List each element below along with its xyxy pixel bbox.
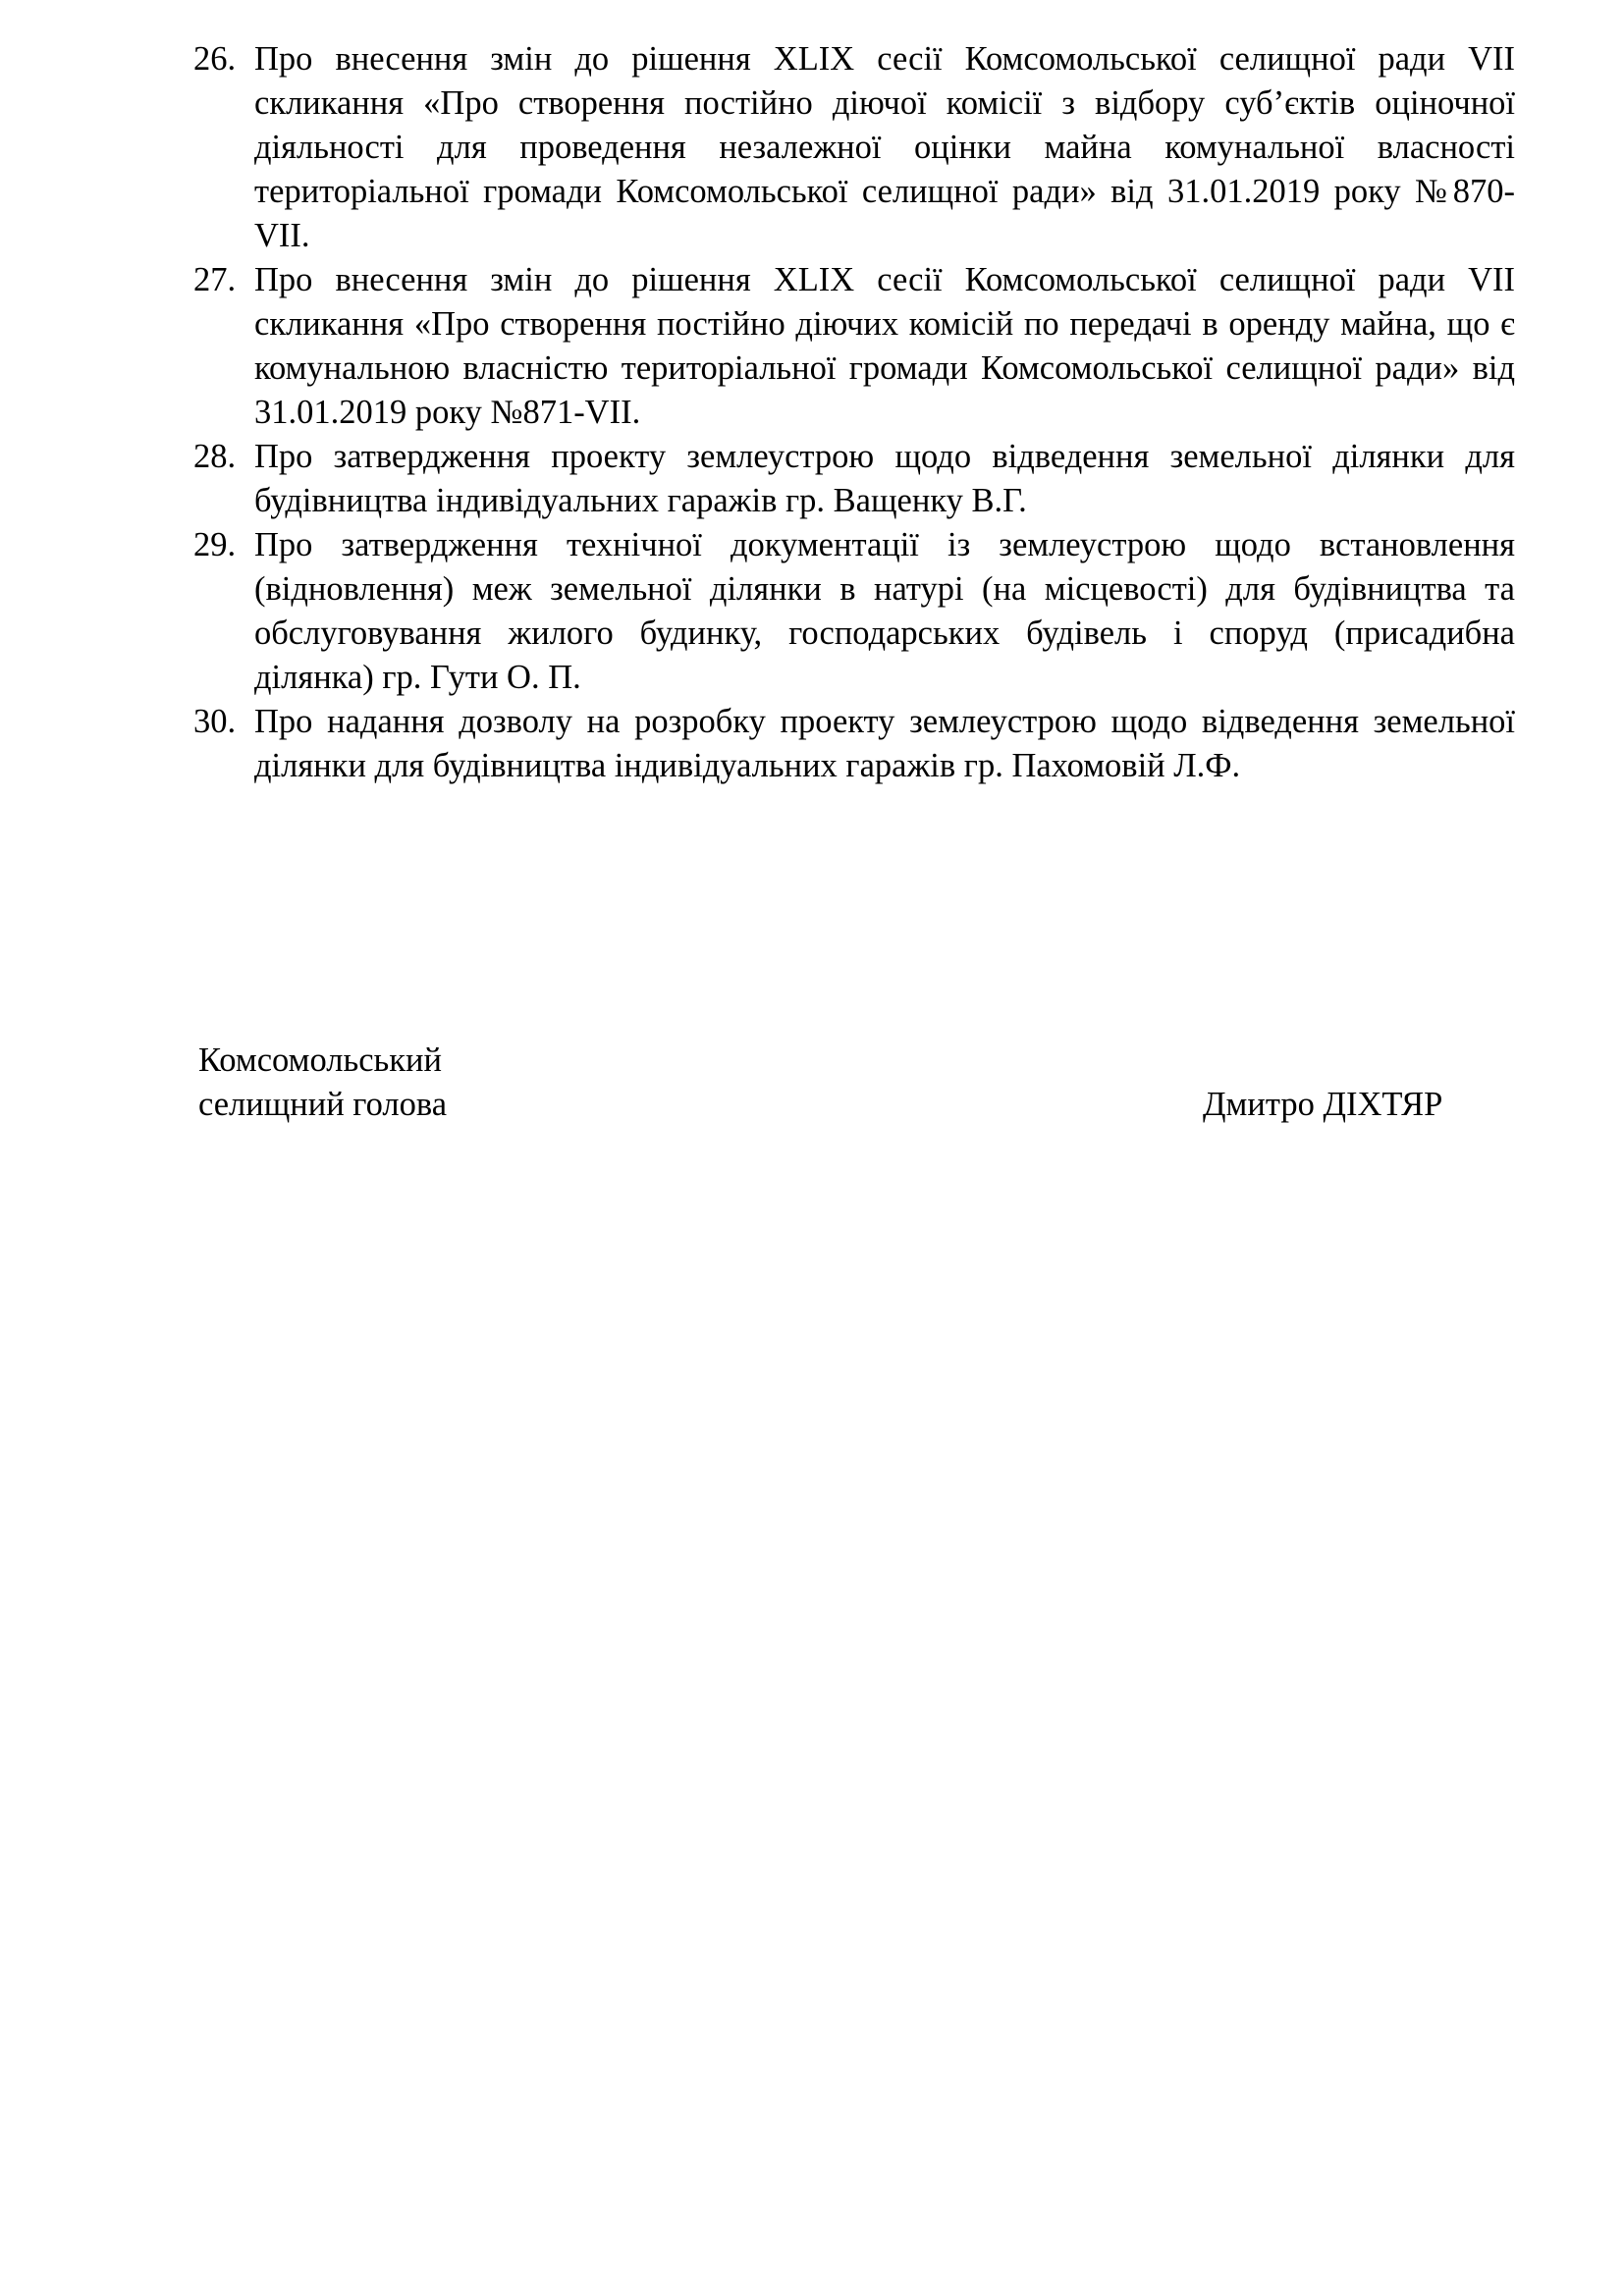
agenda-item-29 [193,523,1515,700]
signatory-name: Дмитро ДІХТЯР [1203,1086,1443,1123]
signature-block [198,1039,1475,1127]
agenda-item-30 [193,700,1515,788]
item-text: Про надання дозволу на розробку проекту землеустрою щодо відведення земельної ділянки для будівництва індивідуальних гаражів гр. Пахомовій Л.Ф. [254,703,1515,784]
signatory-title-line-1: Комсомольський [198,1041,442,1079]
signatory-title-line-2: селищний голова [198,1086,448,1123]
agenda-list [193,37,1515,788]
item-text: Про внесення змін до рішення XLIX сесії Комсомольської селищної ради VII скликання «Про створення постійно діючих комісій по передачі в оренду майна, що є комунальною власністю територіальної громади Комсомольської селищної ради» від 31.01.2019 року №871-VII. [254,261,1515,431]
agenda-item-28 [193,435,1515,523]
item-number: 26. [193,40,237,78]
item-text: Про затвердження технічної документації із землеустрою щодо встановлення (відновлення) меж земельної ділянки в натурі (на місцевості) для будівництва та обслуговування жилого будинку, господарських будівель і споруд (присадибна ділянка) гр. Гути О. П. [254,526,1515,696]
item-number: 28. [193,438,237,475]
item-number: 29. [193,526,237,563]
item-text: Про внесення змін до рішення XLIX сесії Комсомольської селищної ради VII скликання «Про створення постійно діючої комісії з відбору суб’єктів оціночної діяльності для проведення незалежної оцінки майна комунальної власності територіальної громади Комсомольської селищної ради» від 31.01.2019 року №870-VII. [254,40,1515,254]
agenda-item-27 [193,258,1515,435]
item-text: Про затвердження проекту землеустрою щодо відведення земельної ділянки для будівництва індивідуальних гаражів гр. Ващенку В.Г. [254,438,1515,519]
agenda-item-26 [193,37,1515,258]
item-number: 27. [193,261,237,298]
item-number: 30. [193,703,237,740]
